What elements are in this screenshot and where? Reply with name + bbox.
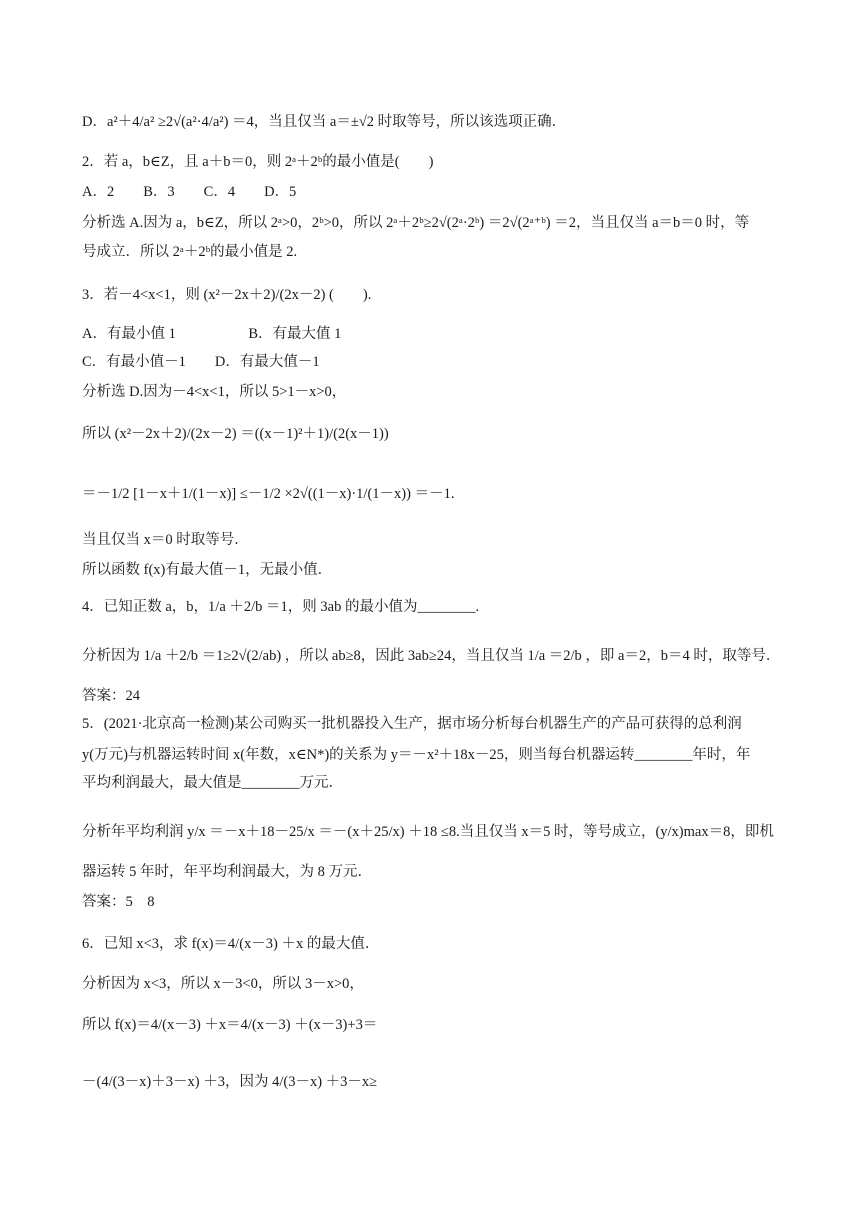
analysis-2-line-1: 分析选 A.因为 a，b∈Z，所以 2ᵃ>0，2ᵇ>0，所以 2ᵃ＋2ᵇ≥2√(2ᵃ·2ᵇ) ＝2√(2ᵃ⁺ᵇ) ＝2，当且仅当 a＝b＝0 时，等 bbox=[82, 215, 750, 231]
question-3: 3．若－4<x<1，则 (x²－2x＋2)/(2x－2) ( ). bbox=[82, 287, 372, 303]
analysis-6-line-3: －(4/(3－x)＋3－x) ＋3，因为 4/(3－x) ＋3－x≥ bbox=[82, 1074, 378, 1090]
analysis-4: 分析因为 1/a ＋2/b ＝1≥2√(2/ab) ，所以 ab≥8，因此 3ab≥24，当且仅当 1/a ＝2/b ，即 a＝2，b＝4 时，取等号． bbox=[82, 648, 781, 664]
question-6: 6．已知 x<3，求 f(x)＝4/(x－3) ＋x 的最大值． bbox=[82, 936, 380, 952]
question-5-line-3: 平均利润最大，最大值是________万元． bbox=[82, 775, 343, 791]
answer-5: 答案：5 8 bbox=[82, 894, 155, 910]
analysis-6-line-1: 分析因为 x<3，所以 x－3<0，所以 3－x>0， bbox=[82, 976, 364, 992]
question-3-options-ab: A．有最小值 1 B．有最大值 1 bbox=[82, 326, 342, 342]
analysis-5-line-2: 器运转 5 年时，年平均利润最大，为 8 万元． bbox=[82, 864, 372, 880]
question-4: 4．已知正数 a，b，1/a ＋2/b ＝1，则 3ab 的最小值为________. bbox=[82, 599, 480, 615]
analysis-3-line-1: 分析选 D.因为－4<x<1，所以 5>1－x>0， bbox=[82, 384, 347, 400]
question-2: 2．若 a，b∈Z，且 a＋b＝0，则 2ᵃ＋2ᵇ的最小值是( ) bbox=[82, 154, 434, 170]
analysis-5-line-1: 分析年平均利润 y/x ＝－x＋18－25/x ＝－(x＋25/x) ＋18 ≤8.当且仅当 x＝5 时，等号成立，(y/x)max＝8，即机 bbox=[82, 824, 774, 840]
analysis-3-line-3: ＝－1/2 [1－x＋1/(1－x)] ≤－1/2 ×2√((1－x)·1/(1－x)) ＝－1. bbox=[82, 486, 455, 502]
analysis-3-line-5: 所以函数 f(x)有最大值－1，无最小值． bbox=[82, 562, 333, 578]
analysis-2-line-2: 号成立．所以 2ᵃ＋2ᵇ的最小值是 2. bbox=[82, 244, 298, 260]
line-option-d: D．a²＋4/a² ≥2√(a²·4/a²) ＝4，当且仅当 a＝±√2 时取等号，所以该选项正确． bbox=[82, 114, 567, 130]
analysis-6-line-2: 所以 f(x)＝4/(x－3) ＋x＝4/(x－3) ＋(x－3)+3＝ bbox=[82, 1017, 378, 1033]
question-2-options: A．2 B．3 C．4 D．5 bbox=[82, 184, 297, 200]
question-3-options-cd: C．有最小值－1 D．有最大值－1 bbox=[82, 354, 320, 370]
analysis-3-line-4: 当且仅当 x＝0 时取等号． bbox=[82, 532, 249, 548]
question-5-line-2: y(万元)与机器运转时间 x(年数，x∈N*)的关系为 y＝－x²＋18x－25，则当每台机器运转________年时，年 bbox=[82, 747, 751, 763]
analysis-3-line-2: 所以 (x²－2x＋2)/(2x－2) ＝((x－1)²＋1)/(2(x－1)) bbox=[82, 426, 389, 442]
question-5-line-1: 5．(2021·北京高一检测)某公司购买一批机器投入生产，据市场分析每台机器生产的产品可获得的总利润 bbox=[82, 716, 742, 732]
answer-4: 答案：24 bbox=[82, 688, 140, 704]
